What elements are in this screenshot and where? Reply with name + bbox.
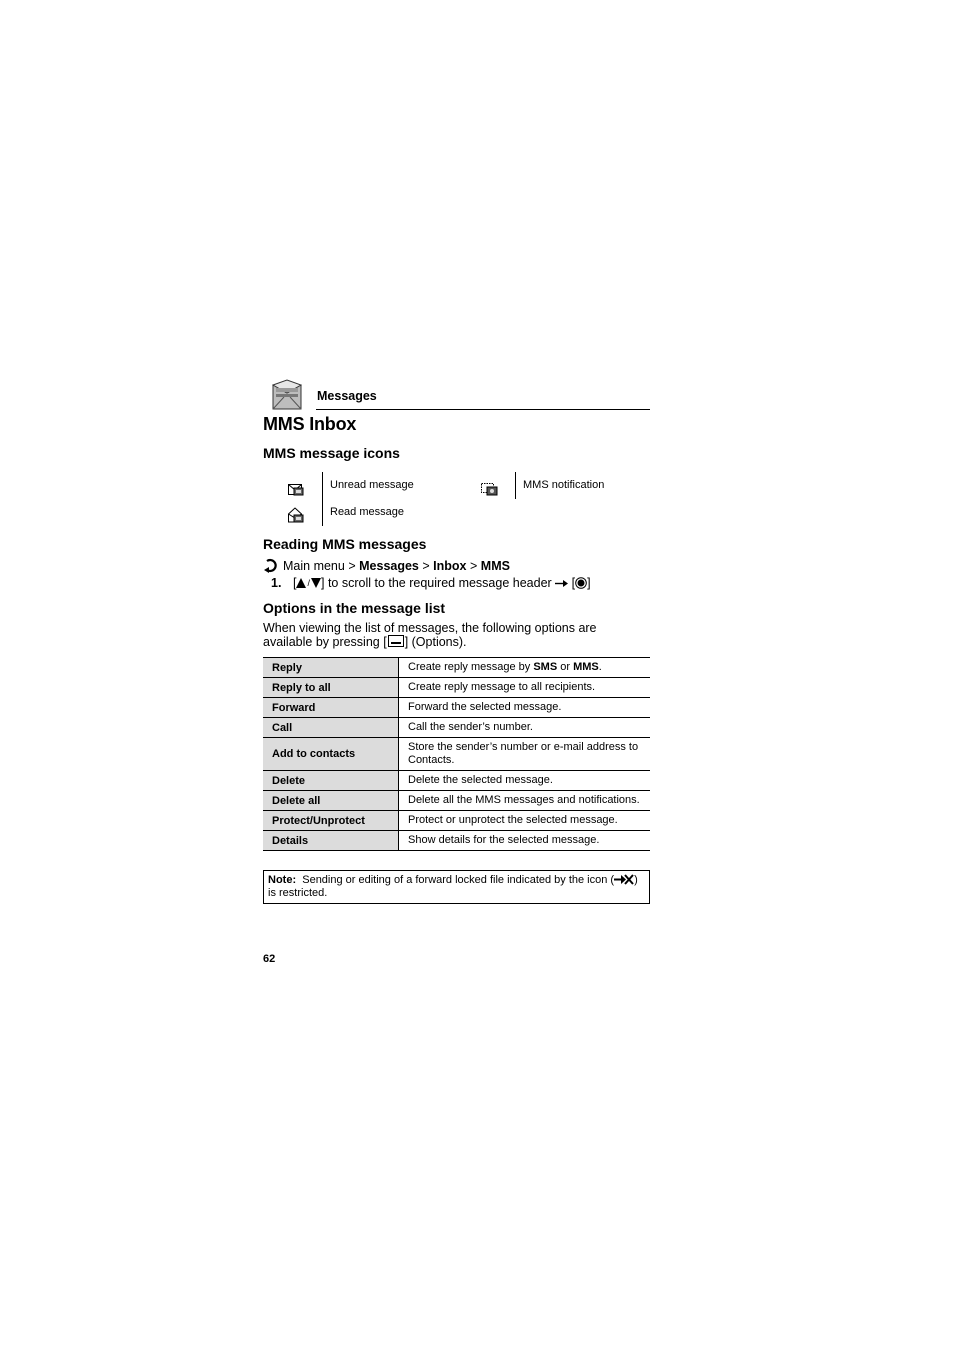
unread-mms-icon [288,482,304,496]
path-inbox: Inbox [433,558,467,573]
down-key-icon [311,578,321,588]
options-intro [263,621,643,649]
option-name: Add to contacts [263,738,399,771]
intro-text: When viewing the list of messages, the following options are available by pressing [ [263,621,597,649]
note-label: Note: [268,874,297,886]
note-text [268,874,643,900]
path-mms: MMS [480,558,510,573]
option-name: Call [263,718,399,738]
slash: / [307,578,310,588]
table-row [263,658,650,678]
bracket: [ [293,576,297,590]
table-row [263,811,650,831]
desc-bold: MMS [573,661,599,673]
mms-notification-label: MMS notification [523,479,605,491]
forward-lock-icon [614,874,634,885]
option-description [399,658,651,678]
option-description: Create reply message to all recipients. [399,678,651,698]
table-row [263,698,650,718]
header-rule [316,409,650,410]
step-text: ] to scroll to the required message header [321,576,552,590]
table-row [263,738,650,771]
table-row [263,771,650,791]
desc-bold: SMS [533,661,558,673]
option-description: Delete all the MMS messages and notifications. [399,791,651,811]
step-1 [271,576,591,590]
bracket: [ [571,576,576,590]
desc-text: or [557,661,574,673]
option-name: Details [263,831,399,851]
menu-path [263,558,510,573]
options-heading: Options in the message list [263,600,446,616]
desc-text: Create reply message by [408,661,534,673]
note-box [263,870,650,904]
page-title: MMS Inbox [263,414,357,434]
option-description: Forward the selected message. [399,698,651,718]
read-mms-icon [288,507,304,523]
option-description: Delete the selected message. [399,771,651,791]
option-name: Delete [263,771,399,791]
path-messages: Messages [359,558,419,573]
option-description: Protect or unprotect the selected message. [399,811,651,831]
arrow-right-icon [555,579,568,588]
bracket: ] [587,576,591,590]
table-row [263,678,650,698]
table-row [263,791,650,811]
page-number: 62 [263,953,276,965]
table-row [263,831,650,851]
path-separator: > [470,558,478,573]
section-header: Messages [317,389,377,403]
left-softkey-icon [388,635,404,647]
menu-path-arrow-icon [263,558,278,573]
unread-message-label: Unread message [330,479,414,491]
note-body: Sending or editing of a forward locked file indicated by the icon ( [302,874,615,886]
option-name: Delete all [263,791,399,811]
note-body: ) is restricted. [268,874,638,899]
reading-heading: Reading MMS messages [263,536,427,552]
center-key-icon [575,577,587,589]
options-table [263,657,650,851]
icons-divider [322,472,323,526]
up-key-icon [296,578,306,588]
path-separator: > [348,558,356,573]
option-description: Call the sender’s number. [399,718,651,738]
option-name: Forward [263,698,399,718]
option-name: Reply [263,658,399,678]
desc-text: . [598,661,602,673]
table-row [263,718,650,738]
path-main-menu: Main menu [283,558,345,573]
option-name: Protect/Unprotect [263,811,399,831]
messages-envelope-icon [272,379,302,411]
option-description: Show details for the selected message. [399,831,651,851]
mms-notification-icon [481,482,498,496]
read-message-label: Read message [330,506,404,518]
option-name: Reply to all [263,678,399,698]
intro-text: ] (Options). [404,635,467,649]
option-description: Store the sender’s number or e-mail address to Contacts. [399,738,651,771]
step-number: 1. [271,576,282,590]
icons-divider [515,472,516,499]
icons-heading: MMS message icons [263,445,400,461]
path-separator: > [422,558,430,573]
